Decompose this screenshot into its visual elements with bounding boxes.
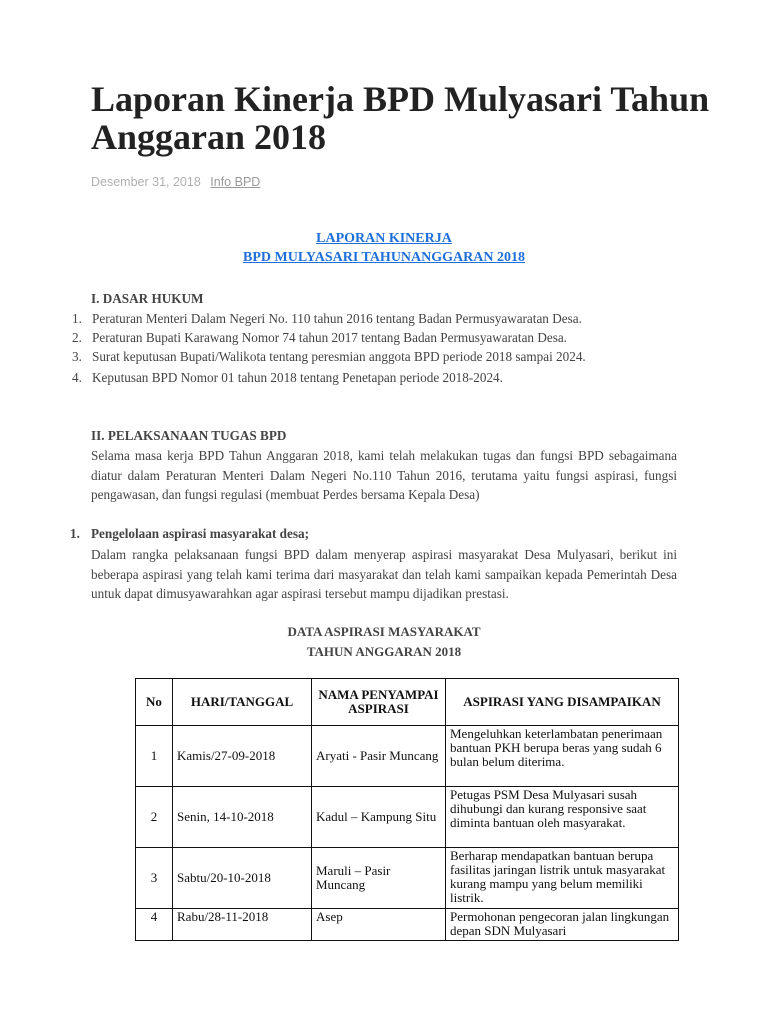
cell-aspiration: Petugas PSM Desa Mulyasari susah dihubungi dan kurang responsive saat diminta bantuan oleh masyarakat. <box>446 787 679 848</box>
table-row <box>136 848 679 909</box>
cell-no: 2 <box>136 787 173 848</box>
cell-aspiration: Permohonan pengecoran jalan lingkungan depan SDN Mulyasari <box>446 909 679 941</box>
cell-date: Kamis/27-09-2018 <box>173 726 312 787</box>
list-text: Keputusan BPD Nomor 01 tahun 2018 tentang Penetapan periode 2018-2024. <box>92 370 503 385</box>
header-aspiration: ASPIRASI YANG DISAMPAIKAN <box>446 679 679 726</box>
legal-basis-item <box>72 311 692 327</box>
table-title-line2: TAHUN ANGGARAN 2018 <box>306 644 462 659</box>
cell-date: Senin, 14-10-2018 <box>173 787 312 848</box>
section1-heading: I. DASAR HUKUM <box>91 291 204 306</box>
table-row <box>136 909 679 941</box>
report-heading-line2: BPD MULYASARI TAHUNANGGARAN 2018 <box>243 250 525 265</box>
cell-name: Maruli – Pasir Muncang <box>312 848 446 909</box>
list-number: 2. <box>72 330 82 345</box>
cell-no: 4 <box>136 909 173 941</box>
legal-basis-item <box>72 370 692 386</box>
cell-aspiration: Mengeluhkan keterlambatan penerimaan bantuan PKH berupa beras yang sudah 6 bulan belum diterima. <box>446 726 679 787</box>
header-date: HARI/TANGGAL <box>173 679 312 726</box>
cell-no: 3 <box>136 848 173 909</box>
list-number: 4. <box>72 370 82 385</box>
aspiration-table <box>135 678 679 941</box>
legal-basis-item <box>72 330 692 346</box>
subsection1-paragraph: Dalam rangka pelaksanaan fungsi BPD dalam menyerap aspirasi masyarakat Desa Mulyasari, berikut ini beberapa aspirasi yang telah kami terima dari masyarakat dan telah kami sampaikan kepada Pemerintah Desa untuk dapat dimusyawarahkan agar aspirasi tersebut mampu dijadikan prestasi. <box>91 547 677 601</box>
subsection1-number: 1. <box>70 526 80 541</box>
cell-date: Rabu/28-11-2018 <box>173 909 312 941</box>
page-title: Laporan Kinerja BPD Mulyasari Tahun Anggaran 2018 <box>91 79 710 157</box>
list-number: 1. <box>72 311 82 326</box>
list-text: Peraturan Bupati Karawang Nomor 74 tahun 2017 tentang Badan Permusyawaratan Desa. <box>92 330 567 345</box>
table-header-row <box>136 679 679 726</box>
header-name: NAMA PENYAMPAI ASPIRASI <box>312 679 446 726</box>
list-number: 3. <box>72 349 82 364</box>
header-no: No <box>136 679 173 726</box>
cell-aspiration: Berharap mendapatkan bantuan berupa fasilitas jaringan listrik untuk masyarakat kurang mampu yang belum memiliki listrik. <box>446 848 679 909</box>
cell-name: Asep <box>312 909 446 941</box>
section2-heading: II. PELAKSANAAN TUGAS BPD <box>91 428 287 443</box>
section2-paragraph: Selama masa kerja BPD Tahun Anggaran 2018, kami telah melakukan tugas dan fungsi BPD sebagaimana diatur dalam Peraturan Menteri Dalam Negeri No.110 Tahun 2016, terutama yaitu fungsi aspirasi, fungsi pengawasan, dan fungsi regulasi (membuat Perdes bersama Kepala Desa) <box>91 448 677 502</box>
table-row <box>136 726 679 787</box>
cell-name: Kadul – Kampung Situ <box>312 787 446 848</box>
category-link[interactable]: Info BPD <box>210 175 261 189</box>
cell-date: Sabtu/20-10-2018 <box>173 848 312 909</box>
subsection1-heading: Pengelolaan aspirasi masyarakat desa; <box>91 526 309 541</box>
cell-no: 1 <box>136 726 173 787</box>
table-title-line1: DATA ASPIRASI MASYARAKAT <box>287 624 481 639</box>
cell-name: Aryati - Pasir Muncang <box>312 726 446 787</box>
post-meta <box>91 175 260 189</box>
list-text: Peraturan Menteri Dalam Negeri No. 110 tahun 2016 tentang Badan Permusyawaratan Desa. <box>92 311 582 326</box>
list-text: Surat keputusan Bupati/Walikota tentang peresmian anggota BPD periode 2018 sampai 2024. <box>92 349 586 364</box>
post-date: Desember 31, 2018 <box>91 175 201 189</box>
table-row <box>136 787 679 848</box>
report-heading-line1: LAPORAN KINERJA <box>316 231 452 246</box>
legal-basis-item <box>72 349 692 365</box>
